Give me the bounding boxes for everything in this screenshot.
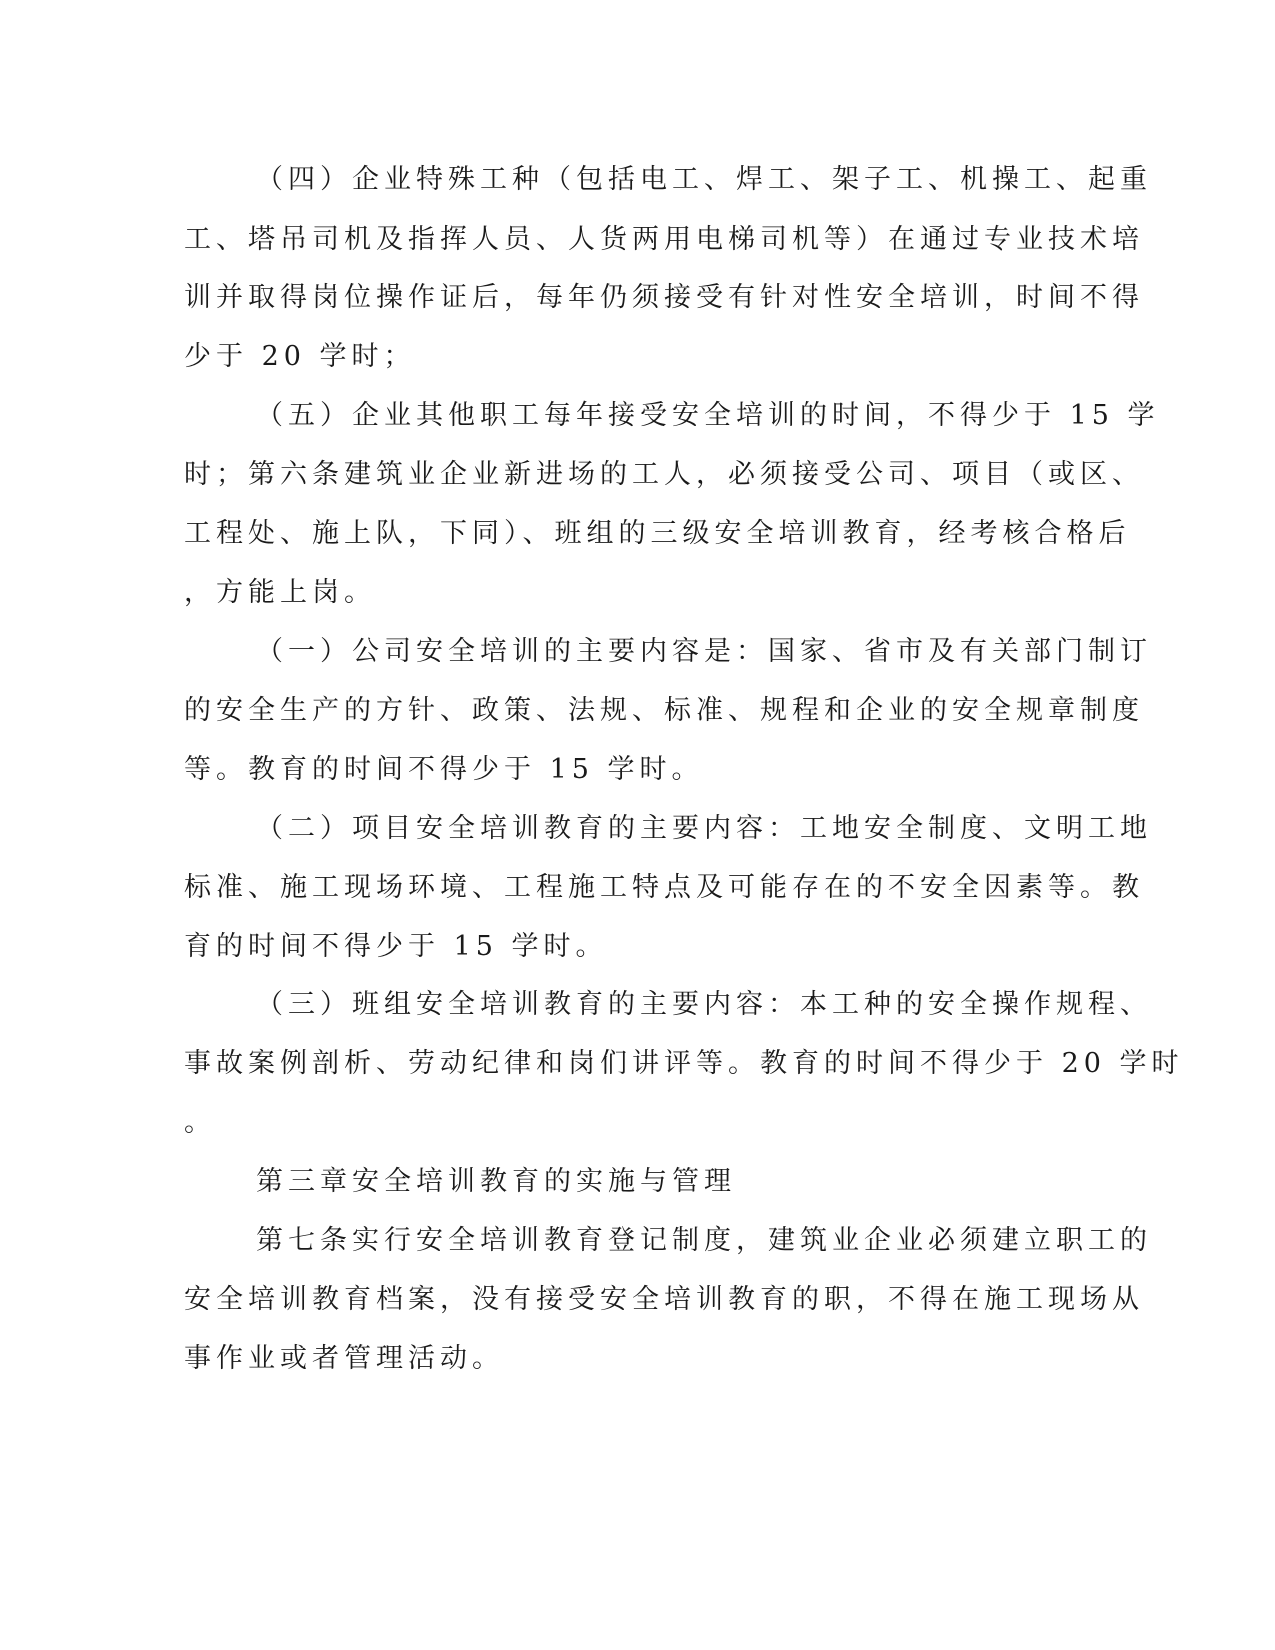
paragraph-5-line-1: （五）企业其他职工每年接受安全培训的时间，不得少于 15 学 [256,400,1160,431]
paragraph-4-line-1: （四）企业特殊工种（包括电工、焊工、架子工、机操工、起重 [256,164,1152,195]
paragraph-1-line-2: 的安全生产的方针、政策、法规、标准、规程和企业的安全规章制度 [184,695,1144,726]
paragraph-1-line-3: 等。教育的时间不得少于 15 学时。 [184,754,704,785]
article-7-line-2: 安全培训教育档案，没有接受安全培训教育的职，不得在施工现场从 [184,1284,1144,1315]
paragraph-5-line-2: 时；第六条建筑业企业新进场的工人，必须接受公司、项目（或区、 [184,459,1144,490]
paragraph-3-line-2: 事故案例剖析、劳动纪律和岗们讲评等。教育的时间不得少于 20 学时 [184,1048,1184,1079]
paragraph-2-line-2: 标准、施工现场环境、工程施工特点及可能存在的不安全因素等。教 [184,872,1144,903]
paragraph-4-line-3: 训并取得岗位操作证后，每年仍须接受有针对性安全培训，时间不得 [184,282,1144,313]
article-7-line-3: 事作业或者管理活动。 [184,1343,504,1374]
article-7-line-1: 第七条实行安全培训教育登记制度，建筑业企业必须建立职工的 [256,1225,1152,1256]
chapter-3-heading: 第三章安全培训教育的实施与管理 [256,1166,736,1197]
paragraph-2-line-1: （二）项目安全培训教育的主要内容：工地安全制度、文明工地 [256,813,1152,844]
paragraph-5-line-3: 工程处、施上队，下同）、班组的三级安全培训教育，经考核合格后 [184,518,1131,549]
paragraph-4-line-4: 少于 20 学时； [184,341,416,372]
paragraph-3-line-3: 。 [184,1107,216,1138]
paragraph-5-line-4: ，方能上岗。 [184,577,376,608]
paragraph-1-line-1: （一）公司安全培训的主要内容是：国家、省市及有关部门制订 [256,636,1152,667]
paragraph-3-line-1: （三）班组安全培训教育的主要内容：本工种的安全操作规程、 [256,989,1152,1020]
paragraph-2-line-3: 育的时间不得少于 15 学时。 [184,931,608,962]
paragraph-4-line-2: 工、塔吊司机及指挥人员、人货两用电梯司机等）在通过专业技术培 [184,224,1144,255]
